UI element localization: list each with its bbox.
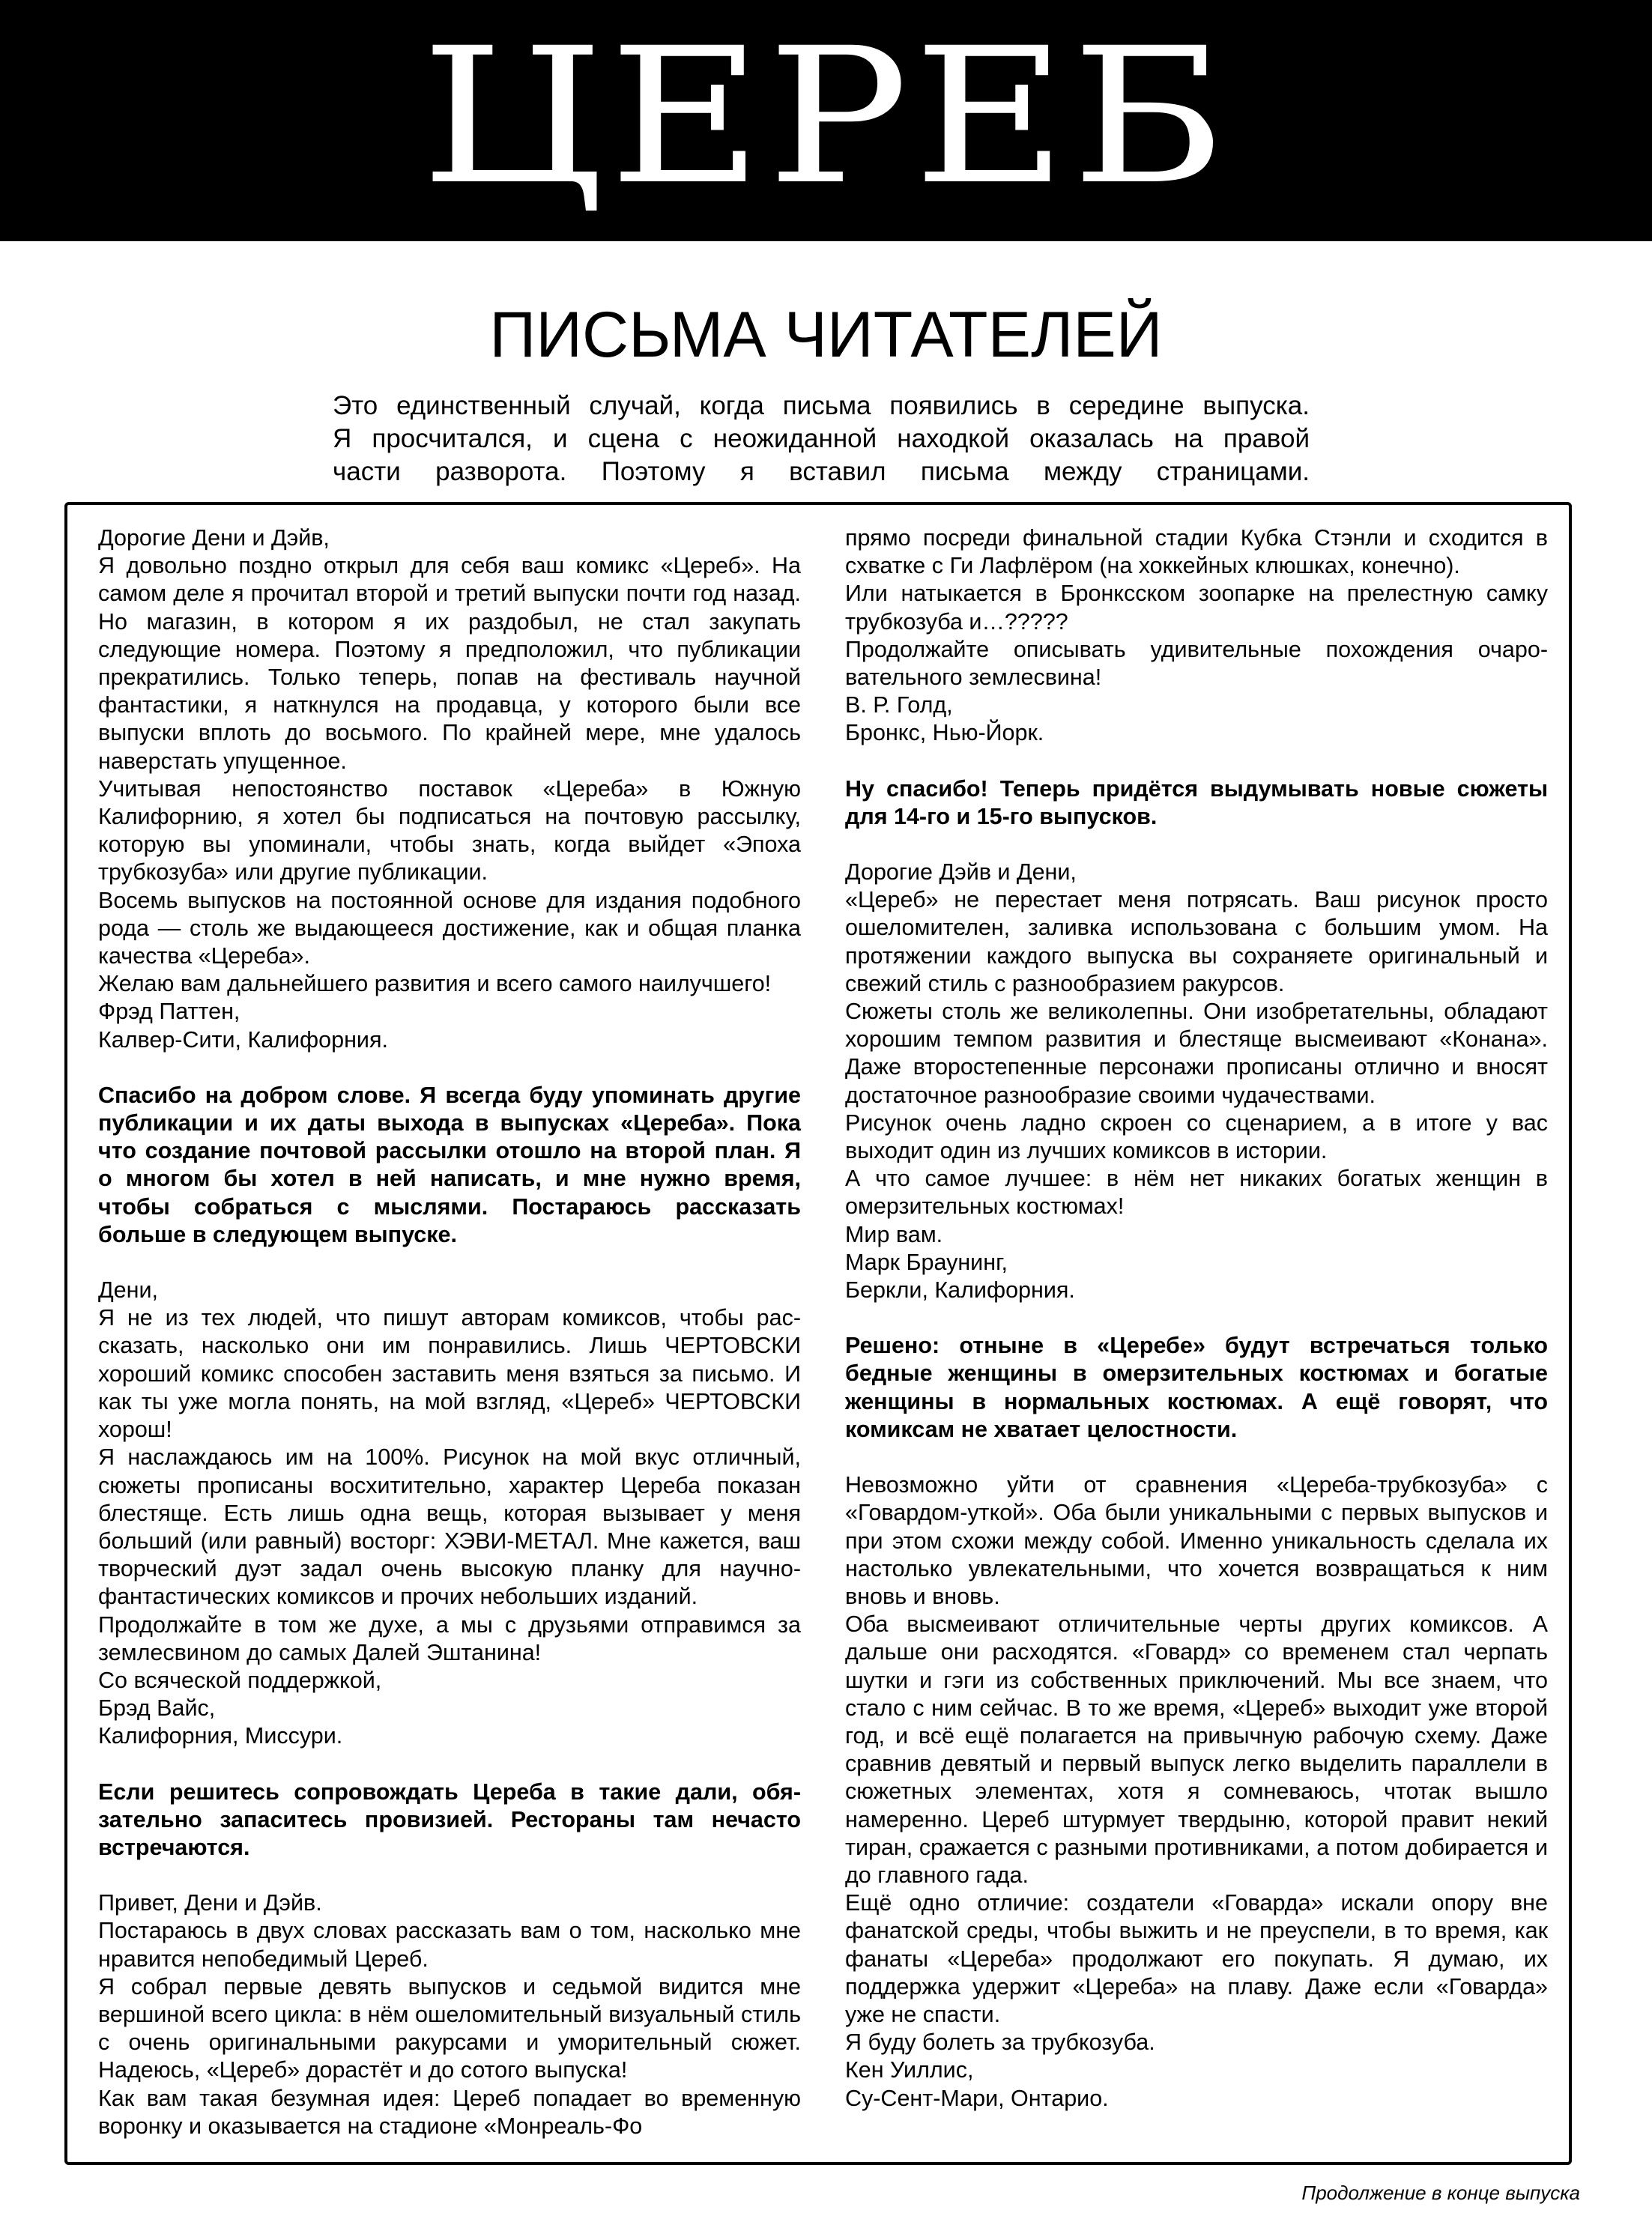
letter-paragraph: Кен Уиллис, xyxy=(845,2057,974,2083)
intro-line: Это единственный случай, когда письма появились в середине выпуска. xyxy=(333,391,1310,420)
right-column xyxy=(845,524,1548,2113)
masthead xyxy=(0,0,1652,241)
letter-paragraph: Дорогие Дени и Дэйв, xyxy=(98,525,330,551)
letter-paragraph: Желаю вам дальнейшего развития и всего самого наилучшего! xyxy=(98,971,772,997)
letter-paragraph: Бронкс, Нью-Йорк. xyxy=(845,720,1044,746)
letter-paragraph: Дорогие Дэйв и Дени, xyxy=(845,859,1077,886)
letter-paragraph: Мир вам. xyxy=(845,1221,943,1247)
letter-paragraph: Я не из тех людей, что пишут авторам комиксов, чтобы рассказать, насколько они им понравились. Лишь ЧЕРТОВСКИ хороший комикс способен заставить меня взяться за письмо. И как ты уже могла понять, на мой взгляд, «Цереб» ЧЕРТОВСКИ хорош! xyxy=(98,1305,801,1443)
letter-paragraph: Восемь выпусков на постоянной основе для издания подобного рода — столь же выдающееся достижение, как и общая планка качества «Цереба». xyxy=(98,887,801,969)
letter-paragraph: Как вам такая безумная идея: Цереб попадает во временную воронку и оказывается на стадионе «Монреаль-Фо xyxy=(98,2085,801,2139)
letter-paragraph: Учитывая непостоянство поставок «Цереба» в Южную Калифорнию, я хотел бы подписаться на почтовую рассылку, которую вы упоминали, чтобы знать, когда выйдет «Эпоха трубкозуба» или другие публикации. xyxy=(98,775,801,886)
letter-paragraph: Дени, xyxy=(98,1277,158,1304)
letter-paragraph: Продолжайте описывать удивительные похождения очаровательного землесвина! xyxy=(845,636,1548,691)
intro-line: Я просчитался, и сцена с неожиданной находкой оказалась на правой xyxy=(333,424,1310,453)
letter-paragraph: Постараюсь в двух словах рассказать вам о том, насколько мне нравится непобедимый Цереб. xyxy=(98,1918,801,1972)
editor-reply: Решено: отныне в «Церебе» будут встречаться только бедные женщины в омерзительных костюмах и богатые женщины в нормальных костюмах. А ещё говорят, что комиксам не хватает целостности. xyxy=(845,1333,1548,1442)
editor-reply: Спасибо на добром слове. Я всегда буду упоминать другие публикации и их даты выхода в выпусках «Цереба». Пока что создание почтовой рассылки отошло на второй план. Я о многом бы хотел в ней написать, и мне нужно время, чтобы собраться с мыслями. Постараюсь рассказать больше в следующем выпуске. xyxy=(98,1082,801,1247)
editor-reply: Ну спасибо! Теперь придётся выдумывать новые сюжеты для 14-го и 15-го выпусков. xyxy=(845,775,1548,829)
letter-paragraph: Беркли, Калифорния. xyxy=(845,1277,1075,1304)
left-column xyxy=(98,524,801,2140)
letter-paragraph: Су-Сент-Мари, Онтарио. xyxy=(845,2085,1109,2111)
editor-reply: Если решитесь сопровождать Цереба в такие дали, обязательно запаситесь провизией. Рестораны там нечасто встречаются. xyxy=(98,1778,801,1860)
letter-paragraph: Или натыкается в Бронксском зоопарке на прелестную самку трубкозуба и…????? xyxy=(845,581,1548,635)
intro-text xyxy=(333,390,1310,488)
letter-paragraph: Невозможно уйти от сравнения «Цереба-трубкозуба» с «Говардом-уткой». Оба были уникальными с первых выпусков и при этом схожи между собой. Именно уникальность сделала их настолько увлекательными, что хочется возвращаться к ним вновь и вновь. xyxy=(845,1472,1548,1609)
letter-paragraph: Сюжеты столь же великолепны. Они изобретательны, обладают хорошим темпом развития и блестяще высмеивают «Конана». Даже второстепенные персонажи прописаны отлично и вносят достаточное разнообразие своими чудачествами. xyxy=(845,999,1548,1108)
letter-paragraph: Привет, Дени и Дэйв. xyxy=(98,1890,322,1916)
logo-title: ЦЕРЕБ xyxy=(421,7,1231,225)
letter-paragraph: Оба высмеивают отличительные черты других комиксов. А дальше они расходятся. «Говард» со временем стал черпать шутки и гэги из собственных приключений. Мы все знаем, что стало с ним сейчас. В то же время, «Цереб» выходит уже второй год, и всё ещё полагается на привычную рабочую схему. Даже сравнив девятый и первый выпуск легко выделить параллели в сюжетных элементах, хотя я сомневаюсь, чтотак вышло намеренно. Цереб штурмует твердыню, которой правит некий тиран, сражается с разными противниками, а потом добирается и до главного гада. xyxy=(845,1611,1548,1888)
letter-paragraph: Я наслаждаюсь им на 100%. Рисунок на мой вкус отличный, сюжеты прописаны восхитительно, характер Цереба показан блестяще. Есть лишь одна вещь, которая вызывает у меня больший (или равный) восторг: ХЭВИ-МЕТАЛ. Мне кажется, ваш творческий дуэт задал очень высокую планку для научно-фантастических комиксов и прочих небольших изданий. xyxy=(98,1444,801,1610)
letter-paragraph: Я собрал первые девять выпусков и седьмой видится мне вершиной всего цикла: в нём ошеломительный визуальный стиль с очень оригинальными ракурсами и умоҏительный сюжет. Надеюсь, «Цереб» дорастёт и до сотого выпуска! xyxy=(98,1973,801,2083)
intro-line: части разворота. Поэтому я вставил письма между страницами. xyxy=(333,457,1310,486)
letter-paragraph: Я довольно поздно открыл для себя ваш комикс «Цереб». На самом деле я прочитал второй и третий выпуски почти год назад. Но магазин, в котором я их раздобыл, не стал закупать следующие номера. Поэтому я предположил, что публикации прекратились. Только теперь, попав на фестиваль научной фантастики, я наткнулся на продавца, у которого были все выпуски вплоть до восьмого. По крайней мере, мне удалось наверстать упущенное. xyxy=(98,553,801,774)
letter-paragraph: Рисунок очень ладно скроен со сценарием, а в итоге у вас выходит один из лучших комиксов в истории. xyxy=(845,1110,1548,1164)
letter-paragraph: прямо посреди финальной стадии Кубка Стэнли и сходится в схватке с Ги Лафлёром (на хоккейных клюшках, конечно). xyxy=(845,525,1548,579)
letter-paragraph: Калвер-Сити, Калифорния. xyxy=(98,1026,388,1053)
letter-paragraph: Фрэд Паттен, xyxy=(98,999,240,1025)
letter-paragraph: Марк Браунинг, xyxy=(845,1249,1008,1275)
continuation-note: Продолжение в конце выпуска xyxy=(1301,2182,1580,2204)
letter-paragraph: А что самое лучшее: в нём нет никаких богатых женщин в омерзительных костюмах! xyxy=(845,1166,1548,1220)
letter-paragraph: «Цереб» не перестает меня потрясать. Ваш рисунок просто ошеломителен, заливка использована с большим умом. На протяжении каждого выпуска вы сохраняете оригинальный и свежий стиль с разнообразием ракурсов. xyxy=(845,887,1548,996)
letter-paragraph: Ещё одно отличие: создатели «Говарда» искали опору вне фанатской среды, чтобы выжить и не преуспели, в то время, как фанаты «Цереба» продолжают его покупать. Я думаю, их поддержка удержит «Цереба» на плаву. Даже если «Говарда» уже не спасти. xyxy=(845,1890,1548,2027)
letter-paragraph: Со всяческой поддержкой, xyxy=(98,1667,382,1693)
letter-paragraph: Я буду болеть за трубкозуба. xyxy=(845,2029,1155,2056)
letter-paragraph: В. Р. Голд, xyxy=(845,692,953,718)
page-title: ПИСЬМА ЧИТАТЕЛЕЙ xyxy=(489,299,1163,371)
letter-paragraph: Калифорния, Миссури. xyxy=(98,1723,343,1749)
letter-paragraph: Продолжайте в том же духе, а мы с друзьями отправимся за землесвином до самых Далей Эштанина! xyxy=(98,1611,801,1665)
letter-paragraph: Брэд Вайс, xyxy=(98,1695,216,1722)
